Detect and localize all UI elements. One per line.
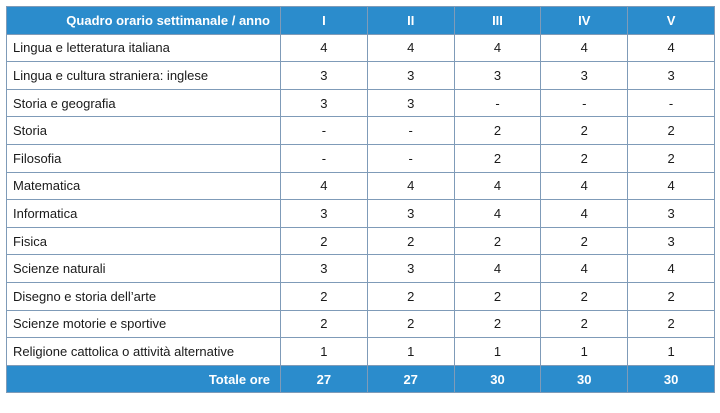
hours-cell: 2 <box>454 117 541 145</box>
table-row <box>7 200 715 228</box>
hours-cell: 1 <box>454 338 541 366</box>
table-row <box>7 310 715 338</box>
hours-cell: - <box>541 89 628 117</box>
subject-cell: Lingua e letteratura italiana <box>7 34 281 62</box>
hours-cell: 4 <box>541 255 628 283</box>
hours-cell: 2 <box>454 227 541 255</box>
hours-cell: 4 <box>628 255 715 283</box>
hours-cell: 2 <box>628 144 715 172</box>
hours-cell: 4 <box>454 34 541 62</box>
hours-cell: 4 <box>367 172 454 200</box>
table-row <box>7 282 715 310</box>
hours-cell: 2 <box>628 310 715 338</box>
hours-cell: 4 <box>541 172 628 200</box>
hours-cell: 4 <box>628 34 715 62</box>
table-row <box>7 62 715 90</box>
hours-cell: 3 <box>628 62 715 90</box>
hours-cell: 1 <box>281 338 368 366</box>
hours-cell: 3 <box>281 200 368 228</box>
table-row <box>7 227 715 255</box>
weekly-schedule-table <box>6 6 715 393</box>
subject-cell: Filosofia <box>7 144 281 172</box>
hours-cell: 2 <box>281 310 368 338</box>
hours-cell: 3 <box>281 89 368 117</box>
header-year-3: III <box>454 7 541 35</box>
total-hours-cell: 27 <box>281 365 368 393</box>
hours-cell: 1 <box>541 338 628 366</box>
hours-cell: 2 <box>281 282 368 310</box>
hours-cell: - <box>367 144 454 172</box>
subject-cell: Storia e geografia <box>7 89 281 117</box>
table-row <box>7 34 715 62</box>
hours-cell: 2 <box>454 282 541 310</box>
hours-cell: 3 <box>367 255 454 283</box>
hours-cell: 4 <box>454 255 541 283</box>
subject-cell: Scienze naturali <box>7 255 281 283</box>
hours-cell: 3 <box>454 62 541 90</box>
totals-row <box>7 365 715 393</box>
header-subject-label: Quadro orario settimanale / anno <box>7 7 281 35</box>
hours-cell: 4 <box>454 200 541 228</box>
hours-cell: 4 <box>628 172 715 200</box>
hours-cell: 2 <box>628 282 715 310</box>
subject-cell: Informatica <box>7 200 281 228</box>
header-year-4: IV <box>541 7 628 35</box>
subject-cell: Storia <box>7 117 281 145</box>
hours-cell: 1 <box>367 338 454 366</box>
hours-cell: 2 <box>541 310 628 338</box>
hours-cell: 4 <box>541 34 628 62</box>
header-year-5: V <box>628 7 715 35</box>
hours-cell: 2 <box>454 310 541 338</box>
total-hours-cell: 27 <box>367 365 454 393</box>
hours-cell: 2 <box>367 282 454 310</box>
hours-cell: 4 <box>281 172 368 200</box>
table-header-row <box>7 7 715 35</box>
total-hours-cell: 30 <box>541 365 628 393</box>
hours-cell: 2 <box>628 117 715 145</box>
hours-cell: - <box>628 89 715 117</box>
hours-cell: 2 <box>541 227 628 255</box>
hours-cell: 2 <box>454 144 541 172</box>
subject-cell: Lingua e cultura straniera: inglese <box>7 62 281 90</box>
hours-cell: 1 <box>628 338 715 366</box>
hours-cell: 4 <box>541 200 628 228</box>
hours-cell: 3 <box>541 62 628 90</box>
hours-cell: 3 <box>628 200 715 228</box>
hours-cell: 4 <box>367 34 454 62</box>
hours-cell: - <box>281 117 368 145</box>
hours-cell: - <box>454 89 541 117</box>
subject-cell: Scienze motorie e sportive <box>7 310 281 338</box>
hours-cell: 3 <box>281 255 368 283</box>
table-row <box>7 144 715 172</box>
hours-cell: 3 <box>367 200 454 228</box>
hours-cell: 3 <box>281 62 368 90</box>
totals-label: Totale ore <box>7 365 281 393</box>
hours-cell: - <box>367 117 454 145</box>
hours-cell: 3 <box>367 62 454 90</box>
hours-cell: - <box>281 144 368 172</box>
table-row <box>7 338 715 366</box>
subject-cell: Religione cattolica o attività alternative <box>7 338 281 366</box>
table-row <box>7 172 715 200</box>
table-body <box>7 34 715 365</box>
header-year-1: I <box>281 7 368 35</box>
hours-cell: 2 <box>541 117 628 145</box>
hours-cell: 4 <box>454 172 541 200</box>
table-row <box>7 255 715 283</box>
total-hours-cell: 30 <box>454 365 541 393</box>
subject-cell: Disegno e storia dell’arte <box>7 282 281 310</box>
hours-cell: 2 <box>367 310 454 338</box>
hours-cell: 2 <box>541 144 628 172</box>
hours-cell: 3 <box>367 89 454 117</box>
hours-cell: 2 <box>367 227 454 255</box>
table-row <box>7 89 715 117</box>
hours-cell: 2 <box>281 227 368 255</box>
total-hours-cell: 30 <box>628 365 715 393</box>
subject-cell: Matematica <box>7 172 281 200</box>
hours-cell: 2 <box>541 282 628 310</box>
hours-cell: 3 <box>628 227 715 255</box>
subject-cell: Fisica <box>7 227 281 255</box>
table-row <box>7 117 715 145</box>
hours-cell: 4 <box>281 34 368 62</box>
header-year-2: II <box>367 7 454 35</box>
